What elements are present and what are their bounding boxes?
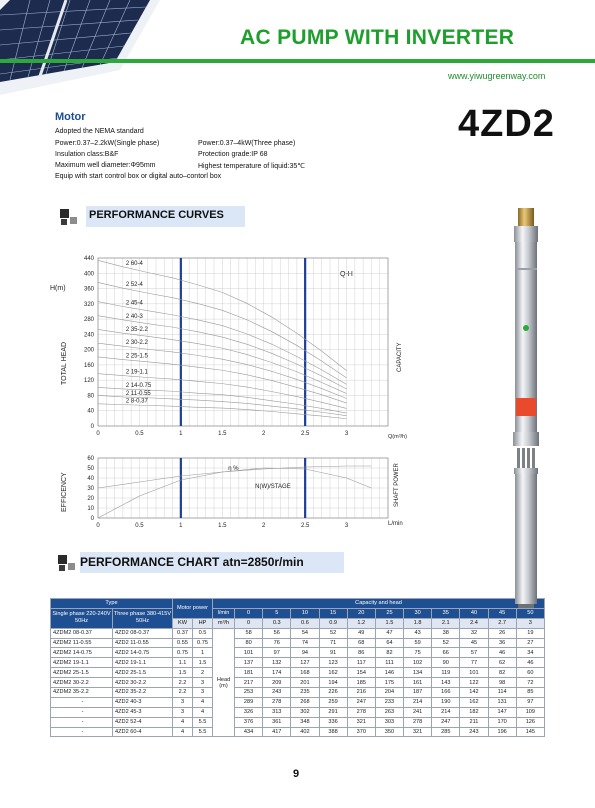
kw-value: 4 — [173, 727, 193, 737]
y-tick-label: 40 — [87, 408, 94, 415]
table-row — [51, 638, 545, 648]
head-value: 85 — [516, 688, 544, 698]
m3h-value: 2.4 — [460, 618, 488, 628]
table-header-row — [51, 608, 545, 618]
head-value: 126 — [516, 717, 544, 727]
head-value: 247 — [432, 717, 460, 727]
y-tick-label: 440 — [83, 256, 94, 262]
motor-spec: Equip with start control box or digital auto–contorl box — [55, 173, 222, 180]
head-value: 181 — [235, 668, 263, 678]
motor-spec: Adopted the NEMA standard — [55, 128, 144, 135]
head-value: 162 — [460, 697, 488, 707]
head-label: Head (m) — [213, 628, 235, 737]
kw-value: 0.55 — [173, 638, 193, 648]
lmin-value: 25 — [375, 608, 403, 618]
motor-spec: Protection grade:IP 68 — [198, 151, 268, 158]
head-value: 166 — [432, 688, 460, 698]
head-value: 46 — [488, 648, 516, 658]
performance-table — [50, 598, 545, 737]
capacity-head-header: Capacity and head — [213, 599, 545, 609]
head-value: 122 — [460, 678, 488, 688]
head-value: 46 — [516, 658, 544, 668]
x-tick-label: 3 — [344, 523, 349, 529]
right-axis-label: SHAFT POWER — [394, 463, 400, 507]
y-tick-label: 200 — [83, 347, 94, 354]
x-tick-label: 0 — [96, 431, 100, 437]
head-value: 66 — [432, 648, 460, 658]
kw-value: 3 — [173, 697, 193, 707]
single-phase-model: - — [51, 697, 113, 707]
series-label: η % — [228, 466, 239, 472]
kw-value: 0.75 — [173, 648, 193, 658]
head-value: 117 — [347, 658, 375, 668]
table-row — [51, 648, 545, 658]
head-value: 97 — [516, 697, 544, 707]
single-phase-model: 4ZDM2 30-2.2 — [51, 678, 113, 688]
kw-value: 4 — [173, 717, 193, 727]
series-line — [98, 395, 347, 415]
series-label: N(W)/STAGE — [255, 484, 291, 490]
y-tick-label: 50 — [87, 466, 94, 472]
head-value: 187 — [404, 688, 432, 698]
head-value: 111 — [375, 658, 403, 668]
head-value: 201 — [291, 678, 319, 688]
hp-value: 1.5 — [193, 658, 213, 668]
series-line — [98, 302, 347, 385]
head-value: 174 — [263, 668, 291, 678]
y-tick-label: 30 — [87, 486, 94, 492]
head-value: 216 — [347, 688, 375, 698]
kw-value: 3 — [173, 707, 193, 717]
head-value: 175 — [375, 678, 403, 688]
head-value: 154 — [347, 668, 375, 678]
head-value: 68 — [347, 638, 375, 648]
head-value: 361 — [263, 717, 291, 727]
y-tick-label: 400 — [83, 271, 94, 278]
series-line — [98, 466, 371, 488]
series-line — [98, 357, 347, 403]
y-tick-label: 60 — [87, 456, 94, 462]
head-value: 19 — [516, 628, 544, 638]
head-value: 376 — [235, 717, 263, 727]
hp-header: HP — [193, 618, 213, 628]
head-value: 185 — [347, 678, 375, 688]
head-value: 91 — [319, 648, 347, 658]
series-line — [98, 343, 347, 398]
three-phase-model: 4ZD2 30-2.2 — [113, 678, 173, 688]
m3h-value: 0.3 — [263, 618, 291, 628]
x-tick-label: 2 — [262, 523, 266, 529]
head-value: 214 — [432, 707, 460, 717]
hp-value: 1 — [193, 648, 213, 658]
single-phase-model: 4ZDM2 14-0.75 — [51, 648, 113, 658]
head-value: 211 — [460, 717, 488, 727]
model-number: 4ZD2 — [458, 103, 555, 145]
head-value: 123 — [319, 658, 347, 668]
head-value: 52 — [319, 628, 347, 638]
table-row — [51, 717, 545, 727]
head-value: 285 — [432, 727, 460, 737]
website-url[interactable]: www.yiwugreenway.com — [448, 71, 546, 81]
head-value: 259 — [319, 697, 347, 707]
y-axis-label: EFFICENCY — [61, 472, 68, 512]
head-value: 98 — [488, 678, 516, 688]
head-value: 253 — [235, 688, 263, 698]
hp-value: 2 — [193, 668, 213, 678]
head-value: 243 — [263, 688, 291, 698]
table-row — [51, 668, 545, 678]
head-value: 101 — [235, 648, 263, 658]
head-value: 27 — [516, 638, 544, 648]
head-value: 214 — [404, 697, 432, 707]
kw-value: 1.5 — [173, 668, 193, 678]
motor-power-header: Motor power — [173, 599, 213, 619]
series-label: 2 30-2.2 — [125, 340, 148, 347]
table-header-row — [51, 599, 545, 609]
x-tick-label: 0 — [96, 523, 100, 529]
series-label: 2 45-4 — [125, 300, 143, 307]
kw-value: 2.2 — [173, 678, 193, 688]
series-label: 2 11-0.55 — [125, 390, 151, 397]
three-phase-model: 4ZD2 08-0.37 — [113, 628, 173, 638]
y-tick-label: 280 — [83, 317, 94, 324]
head-value: 45 — [460, 638, 488, 648]
head-value: 303 — [375, 717, 403, 727]
head-value: 76 — [263, 638, 291, 648]
head-value: 60 — [516, 668, 544, 678]
head-value: 204 — [375, 688, 403, 698]
series-line — [98, 313, 347, 389]
head-value: 196 — [488, 727, 516, 737]
head-value: 49 — [347, 628, 375, 638]
type-header: Type — [51, 599, 173, 609]
head-value: 291 — [319, 707, 347, 717]
head-value: 86 — [347, 648, 375, 658]
head-value: 97 — [263, 648, 291, 658]
table-row — [51, 727, 545, 737]
pump-image — [509, 208, 543, 608]
series-label: 2 35-2.2 — [125, 327, 148, 334]
page-title: AC PUMP WITH INVERTER — [240, 26, 515, 49]
lmin-value: 35 — [432, 608, 460, 618]
head-value: 226 — [319, 688, 347, 698]
head-value: 278 — [347, 707, 375, 717]
head-value: 132 — [263, 658, 291, 668]
head-value: 170 — [488, 717, 516, 727]
head-value: 127 — [291, 658, 319, 668]
kw-header: KW — [173, 618, 193, 628]
curve-family-label: Q-H — [340, 271, 353, 278]
plot-border — [98, 458, 388, 518]
head-value: 146 — [375, 668, 403, 678]
unit-label: H(m) — [50, 285, 66, 292]
x-tick-label: 0.5 — [135, 431, 144, 437]
series-line — [98, 329, 347, 393]
head-value: 217 — [235, 678, 263, 688]
three-phase-model: 4ZD2 60-4 — [113, 727, 173, 737]
y-tick-label: 120 — [83, 378, 94, 385]
head-value: 77 — [460, 658, 488, 668]
single-phase-model: 4ZDM2 35-2.2 — [51, 688, 113, 698]
solar-panel-image — [0, 0, 160, 95]
head-value: 64 — [375, 638, 403, 648]
y-tick-label: 10 — [87, 506, 94, 512]
y-tick-label: 320 — [83, 301, 94, 308]
head-value: 82 — [488, 668, 516, 678]
series-label: 2 19-1.1 — [125, 369, 148, 376]
x-tick-label: 2.5 — [300, 523, 310, 529]
head-value: 161 — [404, 678, 432, 688]
three-phase-model: 4ZD2 40-3 — [113, 697, 173, 707]
head-value: 54 — [291, 628, 319, 638]
series-label: 2 14-0.75 — [125, 382, 152, 389]
head-value: 321 — [404, 727, 432, 737]
single-phase-model: 4ZDM2 25-1.5 — [51, 668, 113, 678]
head-value: 143 — [432, 678, 460, 688]
x-axis-label: Q(m³/h) — [388, 434, 407, 440]
m3h-value: 1.8 — [404, 618, 432, 628]
head-value: 52 — [432, 638, 460, 648]
head-value: 94 — [291, 648, 319, 658]
m3h-header: m³/h — [213, 618, 235, 628]
kw-value: 0.37 — [173, 628, 193, 638]
head-value: 388 — [319, 727, 347, 737]
hp-value: 3 — [193, 688, 213, 698]
head-value: 142 — [460, 688, 488, 698]
head-value: 417 — [263, 727, 291, 737]
head-value: 348 — [291, 717, 319, 727]
single-phase-model: - — [51, 707, 113, 717]
head-value: 47 — [375, 628, 403, 638]
head-value: 263 — [375, 707, 403, 717]
y-tick-label: 0 — [90, 516, 94, 522]
series-line — [98, 387, 347, 413]
head-value: 56 — [263, 628, 291, 638]
head-value: 137 — [235, 658, 263, 668]
x-tick-label: 1 — [179, 523, 183, 529]
head-value: 80 — [235, 638, 263, 648]
x-tick-label: 2.5 — [300, 431, 310, 437]
head-value: 247 — [347, 697, 375, 707]
head-value: 402 — [291, 727, 319, 737]
m3h-value: 0.6 — [291, 618, 319, 628]
hp-value: 5.5 — [193, 717, 213, 727]
series-line — [98, 260, 347, 370]
head-value: 109 — [516, 707, 544, 717]
table-row — [51, 688, 545, 698]
single-phase-model: - — [51, 717, 113, 727]
single-phase-model: 4ZDM2 11-0.55 — [51, 638, 113, 648]
head-value: 336 — [319, 717, 347, 727]
head-value: 26 — [488, 628, 516, 638]
head-value: 268 — [291, 697, 319, 707]
single-phase-model: 4ZDM2 08-0.37 — [51, 628, 113, 638]
head-value: 38 — [432, 628, 460, 638]
head-value: 233 — [375, 697, 403, 707]
hp-value: 5.5 — [193, 727, 213, 737]
series-line — [98, 468, 371, 518]
y-tick-label: 0 — [90, 424, 94, 430]
motor-spec: Power:0.37–2.2kW(Single phase) — [55, 140, 160, 147]
head-value: 59 — [404, 638, 432, 648]
head-value: 71 — [319, 638, 347, 648]
table-row — [51, 707, 545, 717]
page-number: 9 — [293, 768, 300, 780]
motor-spec: Power:0.37–4kW(Three phase) — [198, 140, 296, 147]
head-value: 278 — [263, 697, 291, 707]
head-value: 34 — [516, 648, 544, 658]
lmin-value: 50 — [516, 608, 544, 618]
three-phase-model: 4ZD2 35-2.2 — [113, 688, 173, 698]
head-value: 72 — [516, 678, 544, 688]
table-row — [51, 697, 545, 707]
head-value: 131 — [488, 697, 516, 707]
x-tick-label: 1 — [179, 431, 183, 437]
kw-value: 1.1 — [173, 658, 193, 668]
head-value: 190 — [432, 697, 460, 707]
head-value: 36 — [488, 638, 516, 648]
m3h-value: 0.9 — [319, 618, 347, 628]
table-row — [51, 678, 545, 688]
y-tick-label: 160 — [83, 362, 94, 369]
head-value: 58 — [235, 628, 263, 638]
lmin-value: 5 — [263, 608, 291, 618]
m3h-value: 1.5 — [375, 618, 403, 628]
series-line — [98, 282, 347, 377]
head-value: 243 — [460, 727, 488, 737]
lmin-value: 0 — [235, 608, 263, 618]
x-tick-label: 2 — [262, 431, 266, 437]
head-value: 147 — [488, 707, 516, 717]
x-tick-label: 1.5 — [218, 431, 227, 437]
title-divider — [0, 59, 595, 63]
motor-spec: Maximum well diameter:Φ95mm — [55, 162, 156, 169]
lmin-header: l/min — [213, 608, 235, 618]
head-value: 350 — [375, 727, 403, 737]
x-tick-label: 3 — [344, 431, 349, 437]
m3h-value: 1.2 — [347, 618, 375, 628]
head-value: 119 — [432, 668, 460, 678]
head-value: 289 — [235, 697, 263, 707]
head-value: 90 — [432, 658, 460, 668]
head-value: 114 — [488, 688, 516, 698]
series-label: 2 25-1.5 — [125, 353, 148, 360]
series-label: 2 8-0.37 — [125, 398, 148, 405]
lmin-value: 15 — [319, 608, 347, 618]
three-phase-model: 4ZD2 45-3 — [113, 707, 173, 717]
head-value: 241 — [404, 707, 432, 717]
lmin-value: 45 — [488, 608, 516, 618]
head-value: 434 — [235, 727, 263, 737]
m3h-value: 0 — [235, 618, 263, 628]
head-value: 57 — [460, 648, 488, 658]
hp-value: 4 — [193, 697, 213, 707]
head-value: 302 — [291, 707, 319, 717]
series-label: 2 60-4 — [125, 260, 143, 267]
head-value: 74 — [291, 638, 319, 648]
hp-value: 3 — [193, 678, 213, 688]
hp-value: 4 — [193, 707, 213, 717]
three-phase-model: 4ZD2 19-1.1 — [113, 658, 173, 668]
head-value: 209 — [263, 678, 291, 688]
y-tick-label: 80 — [87, 393, 94, 400]
chart-heading: PERFORMANCE CHART atn=2850r/min — [80, 555, 304, 569]
y-tick-label: 360 — [83, 286, 94, 293]
head-value: 162 — [319, 668, 347, 678]
head-value: 194 — [319, 678, 347, 688]
head-value: 134 — [404, 668, 432, 678]
plot-border — [98, 258, 388, 426]
series-line — [98, 374, 347, 409]
y-axis-label: TOTAL HEAD — [61, 341, 68, 385]
lmin-value: 10 — [291, 608, 319, 618]
series-label: 2 40-3 — [125, 313, 143, 320]
head-value: 182 — [460, 707, 488, 717]
lmin-value: 20 — [347, 608, 375, 618]
head-value: 82 — [375, 648, 403, 658]
head-value: 235 — [291, 688, 319, 698]
m3h-value: 2.7 — [488, 618, 516, 628]
head-value: 326 — [235, 707, 263, 717]
single-phase-model: 4ZDM2 19-1.1 — [51, 658, 113, 668]
hp-value: 0.5 — [193, 628, 213, 638]
three-phase-header: Three phase 380-415V 50Hz — [113, 608, 173, 628]
three-phase-model: 4ZD2 11-0.55 — [113, 638, 173, 648]
head-value: 313 — [263, 707, 291, 717]
m3h-value: 2.1 — [432, 618, 460, 628]
motor-spec: Highest temperature of liquid:35℃ — [198, 163, 306, 170]
hp-value: 0.75 — [193, 638, 213, 648]
head-value: 75 — [404, 648, 432, 658]
head-value: 32 — [460, 628, 488, 638]
head-value: 101 — [460, 668, 488, 678]
x-axis-label: L/min — [388, 521, 403, 527]
series-line — [98, 404, 347, 419]
x-tick-label: 0.5 — [135, 523, 144, 529]
head-value: 321 — [347, 717, 375, 727]
single-phase-header: Single phase 220-240V 50Hz — [51, 608, 113, 628]
m3h-value: 3 — [516, 618, 544, 628]
kw-value: 2.2 — [173, 688, 193, 698]
head-value: 145 — [516, 727, 544, 737]
lmin-value: 30 — [404, 608, 432, 618]
x-tick-label: 1.5 — [218, 523, 227, 529]
motor-spec: Insulation class:B&F — [55, 151, 119, 158]
three-phase-model: 4ZD2 52-4 — [113, 717, 173, 727]
head-value: 168 — [291, 668, 319, 678]
series-label: 2 52-4 — [125, 282, 143, 289]
head-value: 102 — [404, 658, 432, 668]
head-value: 278 — [404, 717, 432, 727]
y-tick-label: 20 — [87, 496, 94, 502]
single-phase-model: - — [51, 727, 113, 737]
table-row — [51, 628, 545, 638]
y-tick-label: 240 — [83, 332, 94, 339]
head-value: 370 — [347, 727, 375, 737]
lmin-value: 40 — [460, 608, 488, 618]
y-tick-label: 40 — [87, 476, 94, 482]
three-phase-model: 4ZD2 14-0.75 — [113, 648, 173, 658]
right-axis-label: CAPACITY — [397, 342, 403, 372]
table-row — [51, 658, 545, 668]
head-value: 43 — [404, 628, 432, 638]
curves-heading: PERFORMANCE CURVES — [89, 209, 224, 221]
three-phase-model: 4ZD2 25-1.5 — [113, 668, 173, 678]
motor-heading: Motor — [55, 111, 86, 123]
head-value: 62 — [488, 658, 516, 668]
